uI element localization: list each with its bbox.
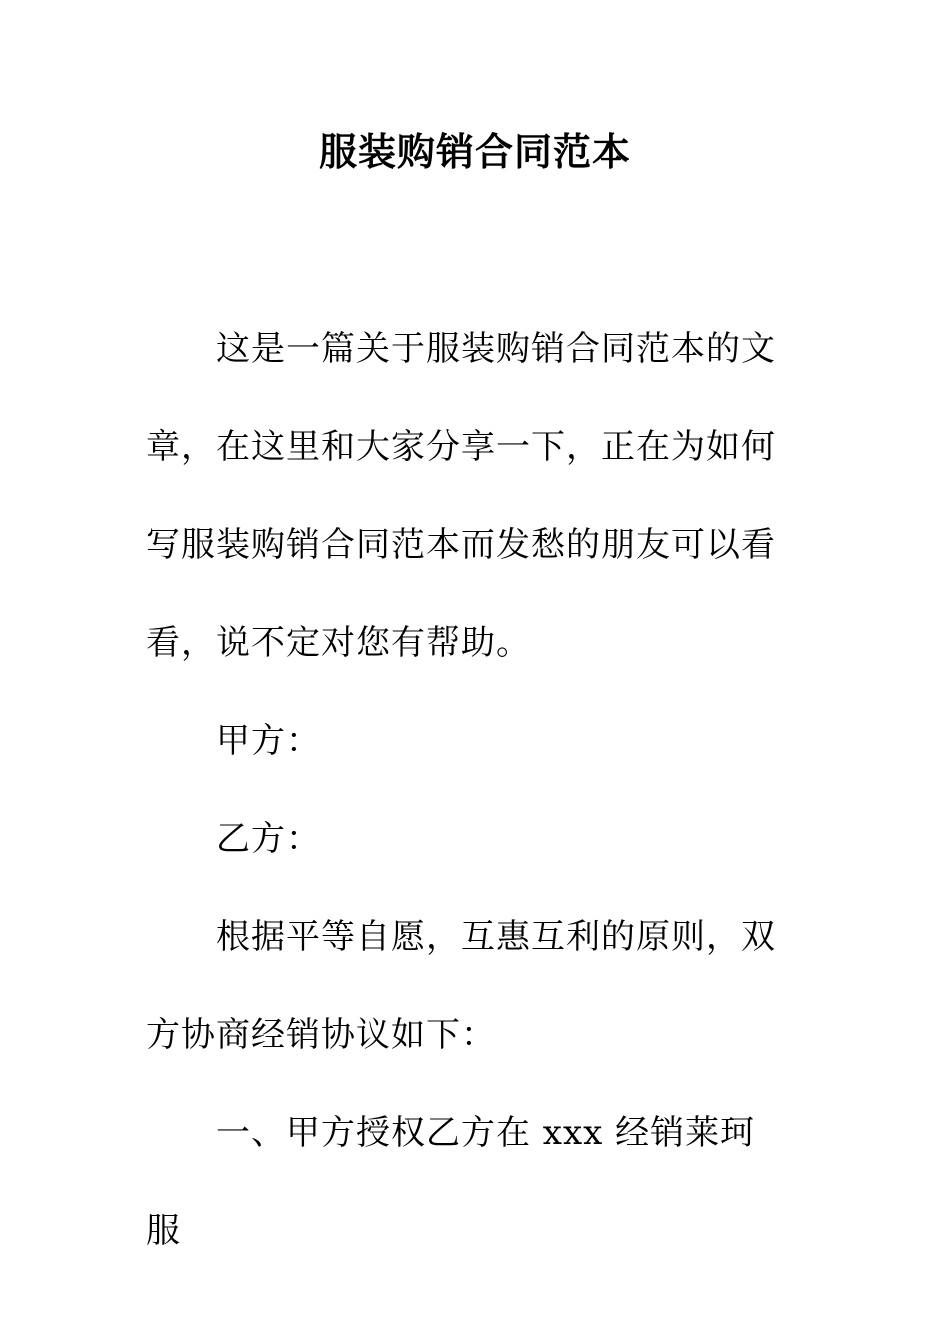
party-a-line: 甲方： — [216, 721, 321, 761]
intro-paragraph: 这是一篇关于服装购销合同范本的文章，在这里和大家分享一下，正在为如何写服装购销合同范本而发愁的朋友可以看看，说不定对您有帮助。 — [146, 329, 776, 663]
document-body — [146, 300, 786, 1280]
agreement-preamble: 根据平等自愿，互惠互利的原则，双方协商经销协议如下： — [146, 917, 776, 1055]
party-b-line: 乙方： — [216, 819, 321, 859]
document-title: 服装购销合同范本 — [318, 130, 631, 174]
clause-one: 一、甲方授权乙方在 xxx 经销莱珂服 — [146, 1113, 756, 1251]
